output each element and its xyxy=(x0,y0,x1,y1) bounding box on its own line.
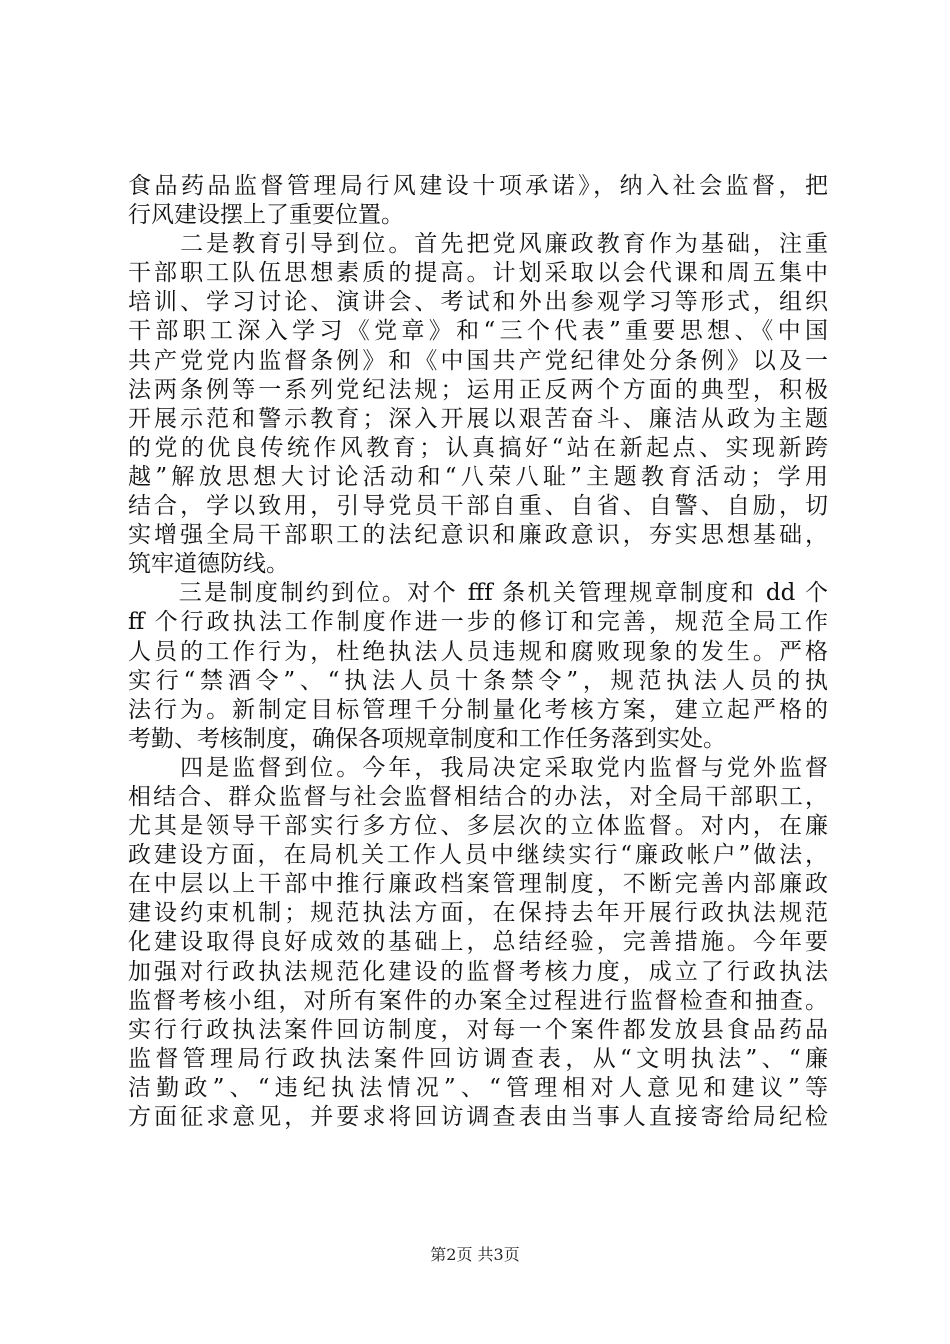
text-line: 行风建设摆上了重要位置。 xyxy=(128,202,404,229)
text-line: ff 个行政执法工作制度作进一步的修订和完善，规范全局工作 xyxy=(128,609,828,636)
text-line: 的党的优良传统作风教育；认真搞好“站在新起点、实现新跨 xyxy=(128,434,828,461)
text-line: 实行行政执法案件回访制度，对每一个案件都发放县食品药品 xyxy=(128,1016,828,1043)
text-line: 加强对行政执法规范化建设的监督考核力度，成立了行政执法 xyxy=(128,958,828,985)
text-line: 食品药品监督管理局行风建设十项承诺》，纳入社会监督，把 xyxy=(128,173,828,199)
text-line: 干部职工队伍思想素质的提高。计划采取以会代课和周五集中 xyxy=(128,260,828,287)
text-line: 法两条例等一系列党纪法规；运用正反两个方面的典型，积极 xyxy=(128,376,828,403)
text-line: 开展示范和警示教育；深入开展以艰苦奋斗、廉洁从政为主题 xyxy=(128,405,828,432)
text-line: 培训、学习讨论、演讲会、考试和外出参观学习等形式，组织 xyxy=(128,289,828,316)
text-line: 相结合、群众监督与社会监督相结合的办法，对全局干部职工， xyxy=(128,783,828,810)
text-line: 监督考核小组，对所有案件的办案全过程进行监督检查和抽查。 xyxy=(128,987,828,1014)
text-line: 尤其是领导干部实行多方位、多层次的立体监督。对内，在廉 xyxy=(128,813,828,840)
text-line: 四是监督到位。今年，我局决定采取党内监督与党外监督 xyxy=(128,754,828,781)
text-line: 干部职工深入学习《党章》和“三个代表”重要思想、《中国 xyxy=(128,318,828,345)
text-line: 筑牢道德防线。 xyxy=(128,551,289,578)
text-line: 二是教育引导到位。首先把党风廉政教育作为基础，注重 xyxy=(128,231,828,258)
text-line: 考勤、考核制度，确保各项规章制度和工作任务落到实处。 xyxy=(128,725,726,752)
text-line: 三是制度制约到位。对个 fff 条机关管理规章制度和 dd 个 xyxy=(128,580,828,607)
text-line: 方面征求意见，并要求将回访调查表由当事人直接寄给局纪检 xyxy=(128,1104,828,1130)
text-line: 实增强全局干部职工的法纪意识和廉政意识，夯实思想基础， xyxy=(128,522,828,549)
text-line: 法行为。新制定目标管理千分制量化考核方案，建立起严格的 xyxy=(128,696,828,723)
document-body xyxy=(128,172,828,1132)
text-line: 监督管理局行政执法案件回访调查表，从“文明执法”、“廉 xyxy=(128,1045,828,1072)
text-line: 人员的工作行为，杜绝执法人员违规和腐败现象的发生。严格 xyxy=(128,638,828,665)
text-line: 越”解放思想大讨论活动和“八荣八耻”主题教育活动；学用 xyxy=(128,463,828,490)
text-line: 在中层以上干部中推行廉政档案管理制度，不断完善内部廉政 xyxy=(128,871,828,898)
text-line: 洁勤政”、“违纪执法情况”、“管理相对人意见和建议”等 xyxy=(128,1074,828,1101)
text-line: 化建设取得良好成效的基础上，总结经验，完善措施。今年要 xyxy=(128,929,828,956)
text-line: 政建设方面，在局机关工作人员中继续实行“廉政帐户”做法， xyxy=(128,842,828,869)
text-line: 建设约束机制；规范执法方面，在保持去年开展行政执法规范 xyxy=(128,900,828,927)
page-footer: 第2页 共3页 xyxy=(430,1245,520,1264)
text-line: 共产党党内监督条例》和《中国共产党纪律处分条例》以及一 xyxy=(128,347,828,374)
text-line: 实行“禁酒令”、“执法人员十条禁令”，规范执法人员的执 xyxy=(128,667,828,694)
text-line: 结合，学以致用，引导党员干部自重、自省、自警、自励，切 xyxy=(128,493,828,520)
